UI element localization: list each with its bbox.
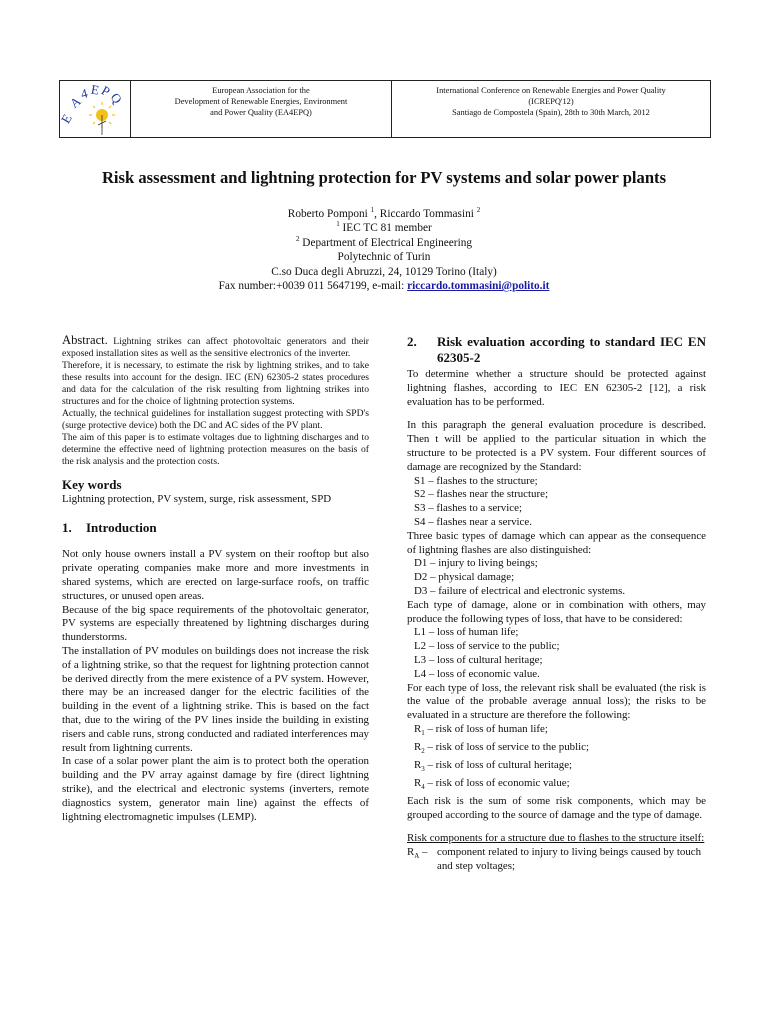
conference-line: (ICREPQ'12): [528, 97, 574, 106]
fax-number: Fax number:+0039 011 5647199, e-mail:: [218, 280, 408, 293]
section2-p4: Each type of damage, alone or in combination with others, may produce the following types of loss, that have to be considered:: [407, 598, 706, 625]
list-item: [407, 759, 706, 777]
list-item: S1 – flashes to the structure;: [414, 474, 538, 487]
author-2: , Riccardo Tommasini: [374, 208, 477, 220]
author-1-sup: 1: [370, 206, 375, 215]
risk-text: – risk of loss of economic value;: [424, 776, 570, 789]
list-item: L1 – loss of human life;: [414, 626, 519, 639]
risk-sub: 4: [421, 783, 425, 791]
abstract-p3: Actually, the technical guidelines for installation suggest protecting with SPD's (surge protective device) both the DC and AC sides of the PV plant.: [62, 408, 369, 431]
svg-text:4: 4: [79, 85, 90, 102]
list-item: S3 – flashes to a service;: [414, 502, 522, 515]
risk-sub: 2: [421, 747, 425, 756]
intro-number: 1.: [62, 519, 72, 535]
affiliation-3: Polytechnic of Turin: [337, 251, 431, 264]
section2-title: Risk evaluation according to standard IEC EN 62305-2: [437, 334, 706, 365]
paper-title: Risk assessment and lightning protection for PV systems and solar power plants: [101, 168, 667, 187]
keywords-text: Lightning protection, PV system, surge, risk assessment, SPD: [62, 492, 332, 505]
list-item: D1 – injury to living beings;: [414, 557, 538, 570]
list-item: L4 – loss of economic value.: [414, 667, 540, 680]
ra-sub: A: [414, 852, 420, 861]
email-link[interactable]: riccardo.tommasini@polito.it: [407, 280, 550, 293]
list-item: [407, 846, 706, 874]
ea4epq-logo: [57, 81, 131, 137]
svg-text:Q: Q: [107, 89, 126, 107]
list-item: L3 – loss of cultural heritage;: [414, 653, 543, 666]
svg-text:A: A: [66, 93, 84, 111]
svg-text:E: E: [89, 81, 101, 98]
abstract-p2: Therefore, it is necessary, to estimate the risk by lightning strikes, and to take these results into account for the design. IEC (EN) 62305-2 states procedures and data for the calculation of the risk resulting from lightning strikes into structures and for the choice of lightning protection systems.: [62, 360, 369, 407]
ra-dash: –: [419, 846, 428, 859]
affiliation-1: [0, 221, 768, 235]
abstract-label: Abstract.: [62, 333, 108, 347]
list-item: L2 – loss of service to the public;: [414, 640, 560, 653]
list-item: [407, 723, 706, 741]
svg-text:P: P: [98, 82, 113, 100]
affiliation-2-sup: 2: [295, 235, 300, 244]
intro-p1: Not only house owners install a PV system on their rooftop but also private operating companies make more and more investments in shared systems, which are erected on large-surface roofs, on traffic structures, or unused open areas.: [62, 548, 369, 602]
risk-letter: R: [414, 740, 422, 753]
affiliation-2-text: Department of Electrical Engineering: [299, 236, 472, 249]
intro-title: Introduction: [86, 519, 157, 535]
list-item: D2 – physical damage;: [414, 571, 515, 584]
sun-logo-icon: [57, 81, 130, 137]
risk-text: – risk of loss of human life;: [424, 722, 548, 735]
intro-p3: The installation of PV modules on buildings does not increase the risk of a lightning strike, so that the request for lightning protection cannot be derived directly from the mere existence of a PV system. However, there may be an increased danger for the electric facilities of the building in the event of a lightning strike. This is based on the fact that, due to the wiring of the PV lines inside the building in existing risers and cable runs, strong conducted and radiated interferences may result from lightning currents.: [62, 644, 369, 754]
intro-p2: Because of the big space requirements of the photovoltaic generator, PV systems are especially threatened by lightning discharges during thunderstorms.: [62, 603, 369, 644]
author-1: Roberto Pomponi: [287, 208, 371, 220]
risk-text: – risk of loss of cultural heritage;: [424, 758, 573, 771]
affiliation-1-text: IEC TC 81 member: [339, 222, 432, 235]
risk-sub: 1: [421, 729, 425, 738]
section2-p3: Three basic types of damage which can appear as the consequence of lightning flashes are also distinguished:: [407, 529, 706, 556]
risk-letter: R: [414, 722, 422, 735]
intro-p4: In case of a solar power plant the aim is to protect both the operation building and the PV array against damage by fire (direct lightning strike), and the electrical and electronic systems (inverters, remote diagnostics system, generator main line) against the effects of lightning electromagnetic impulses (LEMP).: [62, 755, 369, 823]
author-2-sup: 2: [476, 206, 481, 215]
section2-p5: For each type of loss, the relevant risk shall be evaluated (the risk is the value of the probable average annual loss); the risks to be evaluated in a structure are therefore the following:: [407, 681, 706, 722]
list-item: D3 – failure of electrical and electronic systems.: [414, 584, 626, 597]
address: C.so Duca degli Abruzzi, 24, 10129 Torino (Italy): [271, 265, 497, 278]
affiliation-2: [0, 236, 768, 250]
association-line: and Power Quality (EA4EPQ): [210, 108, 312, 117]
right-column: [407, 334, 706, 874]
abstract-p4: The aim of this paper is to estimate voltages due to lightning discharges and to determine the effective need of lightning protection measures on the basis of the risk analysis and the protection costs.: [62, 432, 369, 467]
risk-letter: R: [414, 776, 422, 789]
ra-label: [407, 846, 437, 874]
list-item: S2 – flashes near the structure;: [414, 488, 548, 501]
list-item: [407, 777, 706, 795]
section2-number: 2.: [407, 334, 417, 349]
risk-text: – risk of loss of service to the public;: [424, 740, 590, 753]
conference-line: International Conference on Renewable Energies and Power Quality: [436, 86, 666, 95]
svg-text:E: E: [57, 111, 75, 126]
list-item: [407, 741, 706, 759]
section2-heading: [407, 334, 706, 366]
conference-line: Santiago de Compostela (Spain), 28th to 30th March, 2012: [452, 108, 650, 117]
ra-text: component related to injury to living beings caused by touch and step voltages;: [437, 846, 702, 872]
association-line: Development of Renewable Energies, Environment: [174, 97, 348, 106]
risk-sub: 3: [421, 765, 425, 774]
author-names: [0, 207, 768, 221]
author-block: [0, 207, 768, 293]
association-info: [131, 81, 392, 137]
association-line: European Association for the: [212, 86, 310, 95]
affiliation-1-sup: 1: [336, 220, 340, 229]
conference-header: [59, 80, 711, 138]
list-item: S4 – flashes near a service.: [414, 515, 532, 528]
ra-letter: R: [407, 846, 415, 859]
left-column: [62, 334, 369, 824]
abstract-p1-text: Lightning strikes can affect photovoltaic generators and their exposed installation sites as well as the sensitive electronics of the inverter.: [62, 336, 369, 359]
abstract: [62, 334, 369, 468]
section2-p1: To determine whether a structure should be protected against lightning flashes, according to IEC EN 62305-2 [12], a risk evaluation has to be performed.: [407, 368, 706, 408]
components-heading: Risk components for a structure due to flashes to the structure itself:: [407, 832, 705, 845]
contact-line: [0, 279, 768, 293]
risk-letter: R: [414, 758, 422, 771]
section2-p2: In this paragraph the general evaluation procedure is described. Then t will be applied to the particular situation in which the structure to be protected is a PV system. Four different sources of damage are recognized by the Standard:: [407, 419, 706, 473]
abstract-p1: [62, 334, 369, 360]
section2-p6: Each risk is the sum of some risk components, which may be grouped according to the source of damage and the type of damage.: [407, 794, 706, 821]
keywords-heading: Key words: [62, 477, 122, 492]
conference-info: [392, 81, 710, 137]
intro-heading: [62, 521, 369, 535]
